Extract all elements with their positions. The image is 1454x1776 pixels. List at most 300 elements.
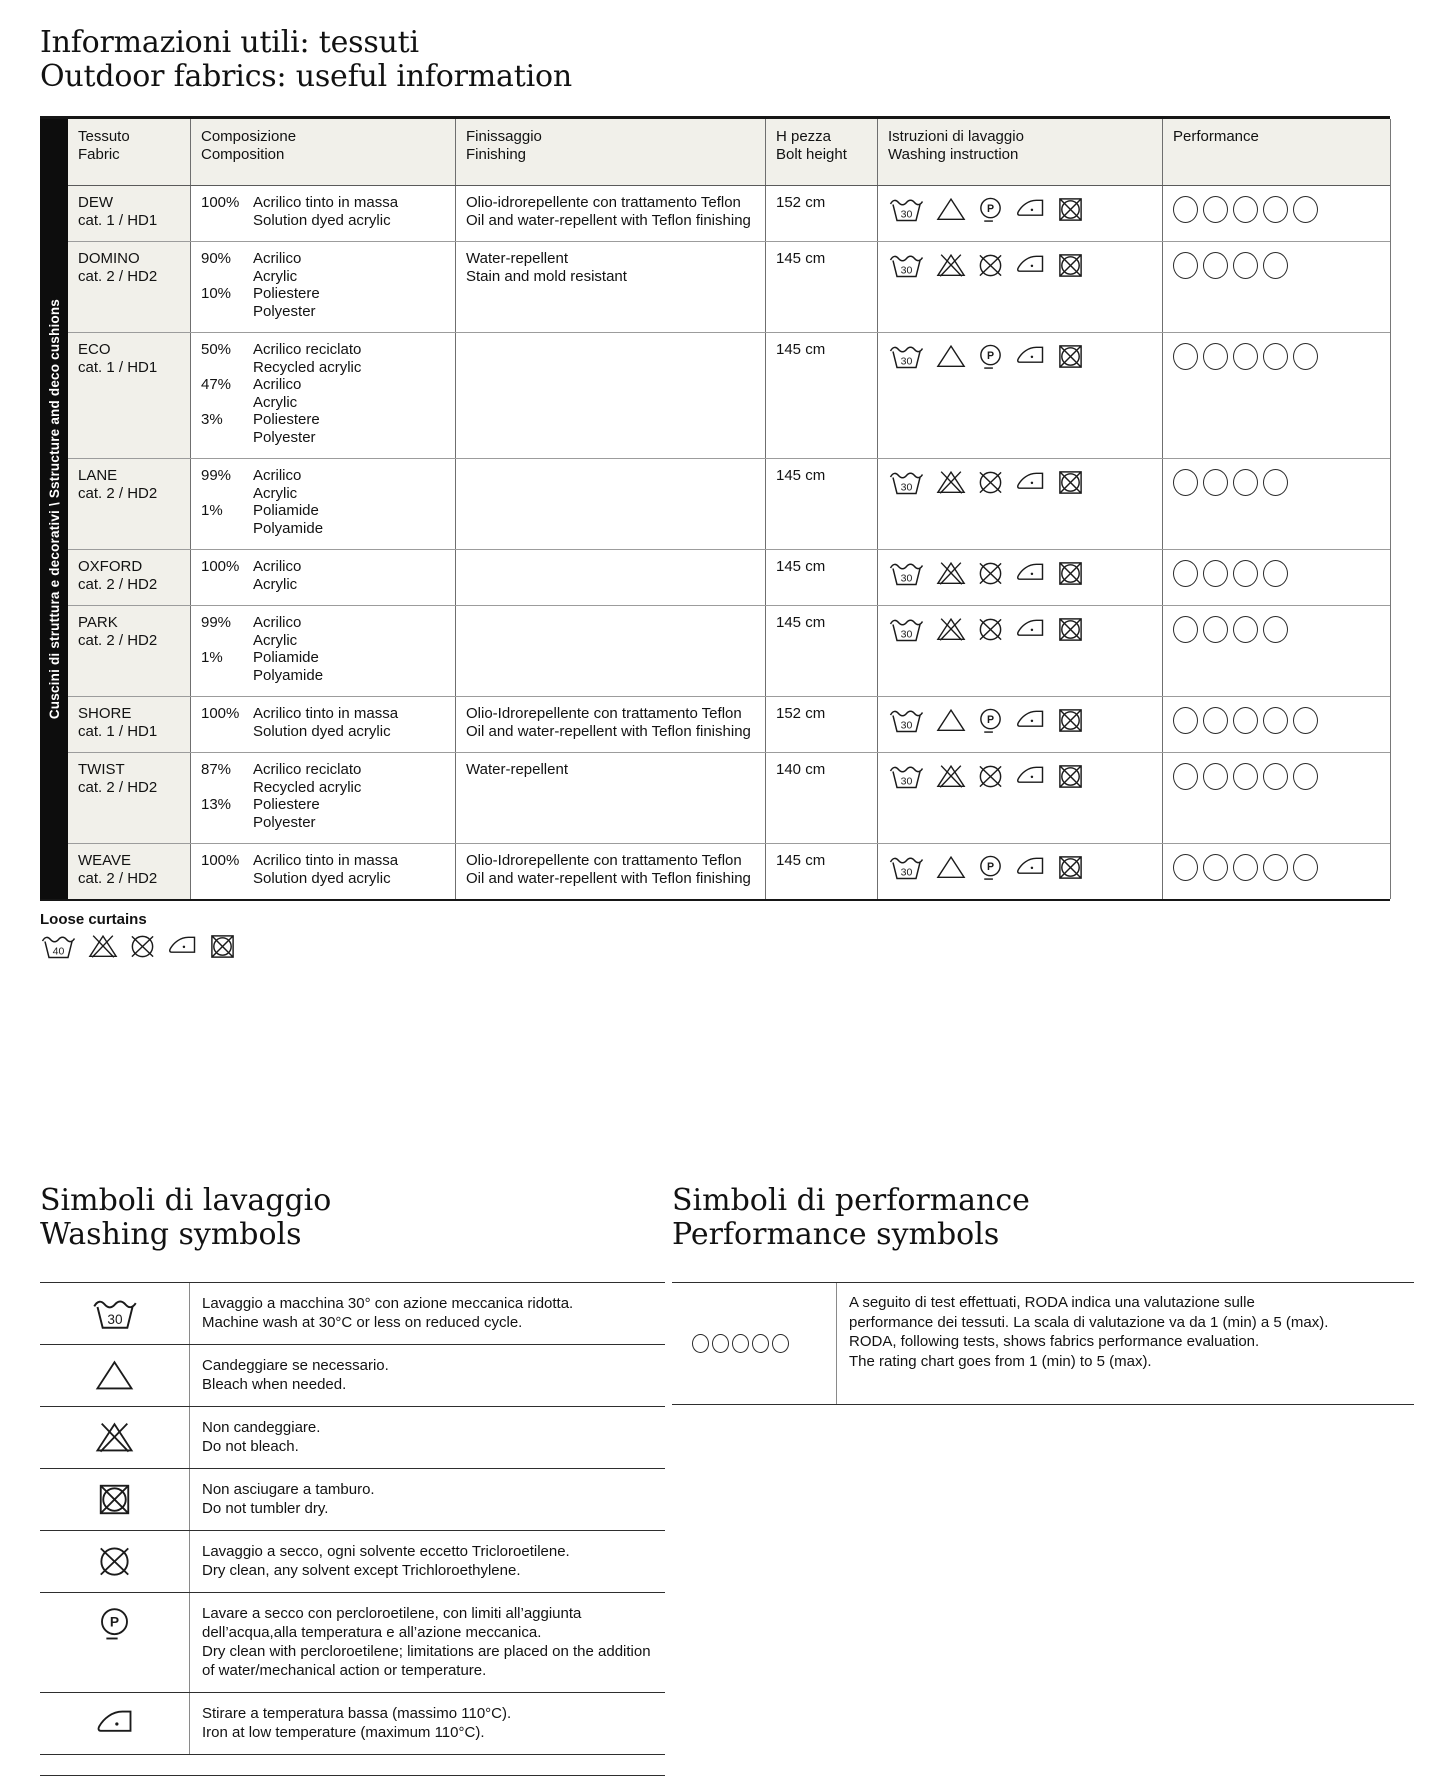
header-label-en: Bolt height	[776, 145, 847, 163]
fabric-table-body	[68, 186, 1390, 899]
finishing-line: Oil and water-repellent with Teflon finishing	[466, 869, 751, 887]
no-bleach-icon	[936, 469, 966, 495]
fabric-name: PARK	[78, 614, 118, 631]
iron-low-icon	[95, 1706, 135, 1737]
composition-line-en: Solution dyed acrylic	[253, 722, 391, 740]
composition-names	[253, 411, 320, 446]
wash-30-icon	[888, 252, 925, 279]
performance-circle	[1263, 196, 1288, 223]
performance-circle	[1203, 854, 1228, 881]
performance-circle	[1203, 343, 1228, 370]
no-tumble-dry-icon	[1057, 707, 1084, 734]
washing-symbol-description	[190, 1693, 665, 1754]
no-bleach-icon	[95, 1420, 134, 1454]
washing-symbol-icon-cell	[40, 1469, 190, 1530]
washing-symbol-description	[190, 1531, 665, 1592]
performance-circle	[1203, 252, 1228, 279]
composition-entry	[201, 285, 445, 320]
header-bolt-height	[765, 119, 877, 185]
fabric-category: cat. 1 / HD1	[78, 358, 158, 376]
washing-instructions	[877, 459, 1162, 549]
iron-low-icon	[1015, 854, 1046, 878]
header-label-it: Composizione	[201, 128, 297, 145]
finishing-cell	[455, 242, 765, 332]
composition-percent: 1%	[201, 649, 223, 666]
header-label-en: Finishing	[466, 145, 527, 163]
header-label-it: Performance	[1173, 128, 1259, 145]
loose-curtains-label: Loose curtains	[40, 911, 147, 928]
composition-line-it: Acrilico	[253, 376, 302, 393]
composition-names	[253, 250, 301, 285]
composition-entry	[201, 467, 445, 502]
symbol-description-it: Lavare a secco con percloroetilene, con limiti all’aggiunta dell’acqua,alla temperatura e all’azione meccanica.	[202, 1605, 582, 1641]
header-performance	[1162, 119, 1390, 185]
symbol-description-it: Lavaggio a secco, ogni solvente eccetto Tricloroetilene.	[202, 1543, 570, 1560]
composition-percent: 3%	[201, 411, 223, 428]
fabric-name: ECO	[78, 341, 111, 358]
dry-clean-p-icon	[977, 707, 1004, 734]
no-tumble-dry-icon	[209, 933, 236, 960]
composition-percent: 99%	[201, 467, 232, 484]
table-row	[68, 333, 1390, 459]
composition-entry	[201, 796, 445, 831]
composition-cell	[190, 459, 455, 549]
composition-percent: 99%	[201, 614, 232, 631]
performance-circle	[1173, 252, 1198, 279]
wash-30-icon	[888, 469, 925, 496]
performance-symbols-title-en: Performance symbols	[672, 1217, 1000, 1252]
symbol-description-en: Machine wash at 30°C or less on reduced cycle.	[202, 1314, 523, 1331]
composition-cell	[190, 333, 455, 458]
washing-instructions	[877, 550, 1162, 605]
fabric-cell	[68, 753, 190, 843]
performance-circle	[1263, 252, 1288, 279]
washing-symbol-row	[40, 1282, 665, 1344]
fabric-cell	[68, 606, 190, 696]
performance-circle	[1233, 343, 1258, 370]
performance-description	[837, 1283, 1414, 1404]
header-fabric	[68, 119, 190, 185]
composition-line-it: Poliestere	[253, 796, 320, 813]
washing-symbols-title-en: Washing symbols	[40, 1217, 302, 1252]
table-row	[68, 844, 1390, 899]
no-dry-clean-icon	[977, 616, 1004, 643]
finishing-cell	[455, 753, 765, 843]
symbol-description-en: Do not bleach.	[202, 1438, 299, 1455]
performance-description-line: A seguito di test effettuati, RODA indica una valutazione sulle	[849, 1294, 1255, 1311]
composition-entry	[201, 852, 445, 887]
fabric-cell	[68, 459, 190, 549]
symbol-description-en: Do not tumbler dry.	[202, 1500, 329, 1517]
performance-circle	[1203, 763, 1228, 790]
iron-low-icon	[1015, 469, 1046, 493]
no-bleach-icon	[936, 252, 966, 278]
composition-cell	[190, 186, 455, 241]
bleach-icon	[936, 196, 966, 222]
finishing-line: Oil and water-repellent with Teflon finishing	[466, 211, 751, 229]
composition-line-it: Poliamide	[253, 649, 319, 666]
fabric-name: DOMINO	[78, 250, 140, 267]
no-tumble-dry-icon	[1057, 763, 1084, 790]
composition-names	[253, 194, 398, 229]
fabric-category: cat. 2 / HD2	[78, 778, 158, 796]
composition-line-it: Acrilico	[253, 614, 302, 631]
composition-names	[253, 502, 323, 537]
performance-description-line: performance dei tessuti. La scala di valutazione va da 1 (min) a 5 (max).	[849, 1313, 1329, 1331]
performance-circle	[1233, 196, 1258, 223]
washing-symbol-icon-cell	[40, 1407, 190, 1468]
finishing-cell	[455, 186, 765, 241]
bolt-height: 145 cm	[765, 242, 877, 332]
composition-names	[253, 285, 320, 320]
performance-circle	[1293, 763, 1318, 790]
washing-instructions	[877, 186, 1162, 241]
performance-symbols-section	[672, 1184, 1414, 1405]
composition-cell	[190, 753, 455, 843]
performance-description-line: RODA, following tests, shows fabrics performance evaluation.	[849, 1333, 1260, 1350]
composition-line-it: Poliestere	[253, 411, 320, 428]
finishing-line: Oil and water-repellent with Teflon finishing	[466, 722, 751, 740]
composition-entry	[201, 614, 445, 649]
dry-clean-p-icon	[977, 854, 1004, 881]
performance-circle	[1263, 616, 1288, 643]
no-tumble-dry-icon	[1057, 343, 1084, 370]
composition-entry	[201, 705, 445, 740]
symbol-description-it: Non asciugare a tamburo.	[202, 1481, 375, 1498]
composition-percent: 50%	[201, 341, 232, 358]
wash-30-icon	[888, 196, 925, 223]
fabric-name: LANE	[78, 467, 118, 484]
finishing-line: Olio-idrorepellente con trattamento Teflon	[466, 194, 741, 211]
performance-rating	[1162, 753, 1390, 843]
fabric-category: cat. 1 / HD1	[78, 211, 158, 229]
loose-curtains-icons	[40, 933, 1414, 960]
iron-low-icon	[1015, 763, 1046, 787]
symbol-description-en: Bleach when needed.	[202, 1376, 347, 1393]
symbol-description-it: Stirare a temperatura bassa (massimo 110°C).	[202, 1705, 512, 1722]
performance-circle	[1203, 616, 1228, 643]
composition-line-en: Solution dyed acrylic	[253, 211, 391, 229]
iron-low-icon	[1015, 707, 1046, 731]
dry-clean-p-icon	[977, 196, 1004, 223]
symbols-section	[40, 1184, 1414, 1776]
performance-rating	[1162, 459, 1390, 549]
symbol-description-en: Dry clean, any solvent except Trichloroethylene.	[202, 1562, 521, 1579]
performance-circle	[1233, 252, 1258, 279]
fabric-category: cat. 2 / HD2	[78, 267, 158, 285]
performance-circle	[1233, 707, 1258, 734]
fabric-category: cat. 1 / HD1	[78, 722, 158, 740]
finishing-cell	[455, 550, 765, 605]
iron-low-icon	[167, 933, 198, 957]
bolt-height: 145 cm	[765, 606, 877, 696]
bolt-height: 152 cm	[765, 186, 877, 241]
washing-symbol-row	[40, 1406, 665, 1468]
no-dry-clean-icon	[97, 1544, 132, 1579]
fabric-name: WEAVE	[78, 852, 132, 869]
composition-line-it: Acrilico	[253, 250, 302, 267]
no-dry-clean-icon	[977, 469, 1004, 496]
performance-circle	[1173, 469, 1198, 496]
fabric-category: cat. 2 / HD2	[78, 869, 158, 887]
composition-line-en: Polyester	[253, 813, 316, 831]
wash-30-icon	[888, 560, 925, 587]
composition-line-en: Acrylic	[253, 631, 298, 649]
fabric-cell	[68, 242, 190, 332]
performance-circle	[1173, 560, 1198, 587]
no-dry-clean-icon	[977, 560, 1004, 587]
washing-instructions	[877, 242, 1162, 332]
composition-entry	[201, 761, 445, 796]
table-row	[68, 186, 1390, 242]
performance-rating	[1162, 606, 1390, 696]
performance-circle	[1173, 763, 1198, 790]
performance-rating	[1162, 333, 1390, 458]
wash-30-icon	[888, 854, 925, 881]
composition-names	[253, 852, 398, 887]
iron-low-icon	[1015, 343, 1046, 367]
washing-symbol-icon-cell	[40, 1693, 190, 1754]
finishing-cell	[455, 844, 765, 899]
composition-entry	[201, 250, 445, 285]
performance-rating	[1162, 697, 1390, 752]
category-sidebar	[40, 119, 68, 899]
wash-30-icon	[888, 343, 925, 370]
composition-cell	[190, 550, 455, 605]
performance-rating	[1162, 550, 1390, 605]
fabric-table	[40, 116, 1390, 901]
no-tumble-dry-icon	[1057, 252, 1084, 279]
category-sidebar-label: Cuscini di struttura e decorativi \ Sstructure and deco cushions	[46, 298, 62, 720]
composition-line-en: Acrylic	[253, 267, 298, 285]
composition-names	[253, 376, 301, 411]
header-composition	[190, 119, 455, 185]
performance-rating	[1162, 844, 1390, 899]
washing-symbol-icon-cell	[40, 1345, 190, 1406]
composition-line-en: Polyamide	[253, 519, 324, 537]
washing-symbol-description	[190, 1469, 665, 1530]
table-row	[68, 550, 1390, 606]
composition-line-en: Polyester	[253, 302, 316, 320]
performance-circle	[1263, 763, 1288, 790]
finishing-line: Stain and mold resistant	[466, 267, 627, 285]
performance-circle	[1263, 560, 1288, 587]
symbol-description-it: Lavaggio a macchina 30° con azione meccanica ridotta.	[202, 1295, 574, 1312]
table-header-row	[68, 119, 1390, 186]
composition-line-en: Polyester	[253, 428, 316, 446]
finishing-line: Water-repellent	[466, 250, 568, 267]
performance-description-line: The rating chart goes from 1 (min) to 5 (max).	[849, 1352, 1152, 1370]
symbol-description-it: Non candeggiare.	[202, 1419, 321, 1436]
finishing-line: Water-repellent	[466, 761, 568, 778]
performance-circle	[1173, 343, 1198, 370]
composition-percent: 10%	[201, 285, 232, 302]
composition-percent: 100%	[201, 852, 240, 869]
performance-circle	[1233, 560, 1258, 587]
composition-percent: 47%	[201, 376, 232, 393]
no-tumble-dry-icon	[1057, 469, 1084, 496]
composition-percent: 13%	[201, 796, 232, 813]
composition-percent: 90%	[201, 250, 232, 267]
iron-low-icon	[1015, 196, 1046, 220]
dry-clean-p-icon	[977, 343, 1004, 370]
washing-symbol-icon-cell	[40, 1593, 190, 1692]
composition-percent: 87%	[201, 761, 232, 778]
composition-cell	[190, 697, 455, 752]
composition-entry	[201, 558, 445, 593]
composition-entry	[201, 341, 445, 376]
header-washing	[877, 119, 1162, 185]
composition-entry	[201, 502, 445, 537]
washing-symbol-row	[40, 1592, 665, 1692]
bolt-height: 145 cm	[765, 844, 877, 899]
composition-line-en: Recycled acrylic	[253, 778, 362, 796]
washing-symbol-description	[190, 1593, 665, 1692]
performance-symbols-title-it: Simboli di performance	[672, 1183, 1030, 1218]
washing-symbol-row	[40, 1692, 665, 1754]
composition-line-it: Acrilico	[253, 558, 302, 575]
washing-symbols-title	[40, 1184, 665, 1252]
table-row	[68, 606, 1390, 697]
composition-entry	[201, 649, 445, 684]
washing-instructions	[877, 844, 1162, 899]
wash-30-icon	[888, 763, 925, 790]
bleach-icon	[95, 1358, 134, 1392]
composition-names	[253, 705, 398, 740]
performance-circle	[1203, 560, 1228, 587]
finishing-cell	[455, 697, 765, 752]
performance-circle	[1233, 469, 1258, 496]
composition-line-it: Poliestere	[253, 285, 320, 302]
performance-rating-box	[672, 1282, 1414, 1405]
loose-curtains	[40, 911, 1414, 960]
composition-percent: 100%	[201, 558, 240, 575]
composition-entry	[201, 411, 445, 446]
composition-entry	[201, 376, 445, 411]
composition-line-it: Acrilico reciclato	[253, 761, 362, 778]
composition-names	[253, 796, 320, 831]
no-bleach-icon	[936, 616, 966, 642]
bolt-height: 145 cm	[765, 459, 877, 549]
performance-circle	[1203, 196, 1228, 223]
performance-circle	[1293, 854, 1318, 881]
composition-names	[253, 558, 301, 593]
composition-line-en: Recycled acrylic	[253, 358, 362, 376]
no-dry-clean-icon	[129, 933, 156, 960]
fabric-name: DEW	[78, 194, 113, 211]
wash-30-icon	[888, 707, 925, 734]
fabric-name: SHORE	[78, 705, 132, 722]
page-title-it: Informazioni utili: tessuti	[40, 25, 419, 60]
page-title	[40, 26, 1414, 94]
composition-line-en: Acrylic	[253, 393, 298, 411]
header-label-en: Composition	[201, 145, 285, 163]
composition-names	[253, 341, 361, 376]
performance-circle	[1173, 707, 1198, 734]
table-row	[68, 459, 1390, 550]
washing-symbols-section	[40, 1184, 665, 1776]
header-label-it: H pezza	[776, 128, 832, 145]
performance-circle	[1263, 343, 1288, 370]
performance-circle	[1293, 196, 1318, 223]
performance-circle	[692, 1334, 709, 1353]
header-finishing	[455, 119, 765, 185]
bolt-height: 152 cm	[765, 697, 877, 752]
composition-line-it: Acrilico tinto in massa	[253, 194, 399, 211]
symbol-description-it: Candeggiare se necessario.	[202, 1357, 389, 1374]
fabric-category: cat. 2 / HD2	[78, 484, 158, 502]
no-tumble-dry-icon	[1057, 616, 1084, 643]
performance-circle	[752, 1334, 769, 1353]
dry-clean-p-icon	[97, 1606, 132, 1641]
washing-instructions	[877, 753, 1162, 843]
washing-symbols-title-it: Simboli di lavaggio	[40, 1183, 332, 1218]
bolt-height: 140 cm	[765, 753, 877, 843]
no-bleach-icon	[88, 933, 118, 959]
washing-instructions	[877, 697, 1162, 752]
no-tumble-dry-icon	[1057, 854, 1084, 881]
composition-names	[253, 467, 301, 502]
fabric-cell	[68, 550, 190, 605]
performance-rating-icon	[672, 1283, 837, 1404]
performance-symbols-title	[672, 1184, 1414, 1252]
composition-line-it: Acrilico tinto in massa	[253, 705, 399, 722]
fabric-category: cat. 2 / HD2	[78, 575, 158, 593]
finishing-line: Olio-Idrorepellente con trattamento Teflon	[466, 705, 742, 722]
page-title-en: Outdoor fabrics: useful information	[40, 59, 572, 94]
fabric-cell	[68, 186, 190, 241]
finishing-line: Olio-Idrorepellente con trattamento Teflon	[466, 852, 742, 869]
composition-names	[253, 649, 323, 684]
performance-circle	[732, 1334, 749, 1353]
fabric-cell	[68, 844, 190, 899]
composition-entry	[201, 194, 445, 229]
performance-circle	[1173, 196, 1198, 223]
performance-circle	[1233, 763, 1258, 790]
washing-symbols-table	[40, 1282, 665, 1755]
composition-line-it: Acrilico tinto in massa	[253, 852, 399, 869]
performance-circle	[1293, 707, 1318, 734]
composition-percent: 100%	[201, 194, 240, 211]
iron-low-icon	[1015, 616, 1046, 640]
no-dry-clean-icon	[977, 763, 1004, 790]
finishing-cell	[455, 333, 765, 458]
no-tumble-dry-icon	[97, 1482, 132, 1517]
fabric-category: cat. 2 / HD2	[78, 631, 158, 649]
composition-cell	[190, 242, 455, 332]
washing-symbol-description	[190, 1407, 665, 1468]
washing-instructions	[877, 606, 1162, 696]
iron-low-icon	[1015, 252, 1046, 276]
composition-line-en: Polyamide	[253, 666, 324, 684]
washing-symbol-row	[40, 1468, 665, 1530]
performance-circle	[1173, 616, 1198, 643]
composition-cell	[190, 844, 455, 899]
performance-circle	[1263, 469, 1288, 496]
header-label-en: Fabric	[78, 145, 120, 163]
header-label-en: Washing instruction	[888, 145, 1019, 163]
bolt-height: 145 cm	[765, 333, 877, 458]
fabric-cell	[68, 697, 190, 752]
washing-symbol-row	[40, 1530, 665, 1592]
wash-30-icon	[888, 616, 925, 643]
header-label-it: Finissaggio	[466, 128, 542, 145]
fabric-cell	[68, 333, 190, 458]
header-label-it: Tessuto	[78, 128, 130, 145]
composition-line-en: Solution dyed acrylic	[253, 869, 391, 887]
performance-circle	[1233, 616, 1258, 643]
no-dry-clean-icon	[977, 252, 1004, 279]
